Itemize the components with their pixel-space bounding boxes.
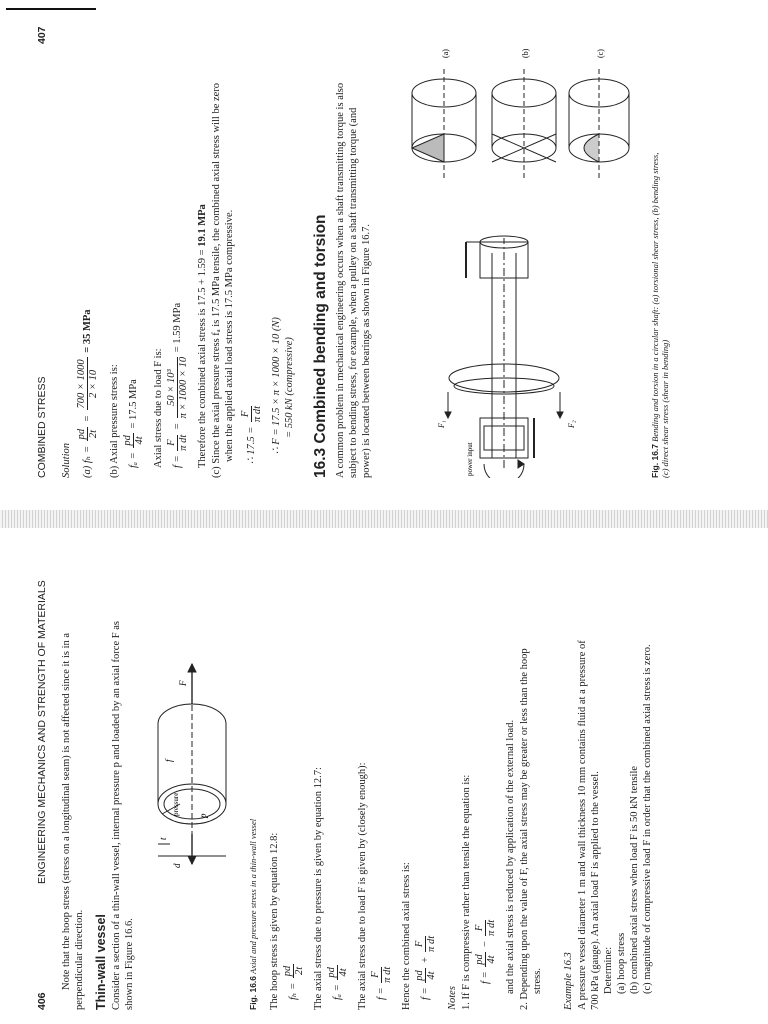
solution-c-equation-2: ∴ F = 17.5 × π × 1000 × 10 (N): [271, 317, 282, 454]
running-head: COMBINED STRESS: [36, 376, 48, 478]
force-f1-label: F₁: [437, 420, 446, 428]
text-line: power) is located between bearings as shown in Figure 16.7.: [361, 224, 372, 478]
arrow-head-icon: [188, 856, 196, 864]
solution-b-equation: [122, 379, 145, 468]
text-line: A pressure vessel diameter 1 m and wall thickness 10 mm contains fluid at a pressure of: [577, 640, 588, 1010]
solution-b-text: (b) Axial pressure stress is:: [109, 364, 120, 478]
text-line: Consider a section of a thin-wall vessel, internal pressure p and loaded by an axial force F as: [111, 621, 122, 1010]
numerator: 50 × 10³: [166, 357, 178, 418]
combined-result: [196, 204, 209, 468]
denominator: 4t: [134, 436, 145, 445]
text-line: (c) magnitude of compressive load F in order that the combined axial stress is zero.: [642, 644, 653, 994]
eq-lhs: ∴ 17.5 =: [245, 426, 257, 464]
fig-label-t: t: [158, 837, 168, 840]
denominator: 2 × 10: [88, 369, 99, 398]
denominator: 2t: [88, 430, 99, 439]
note-1-text: 1. If F is compressive rather than tensile the equation is:: [461, 774, 472, 1010]
solution-c-text: [210, 83, 236, 478]
denominator: π × 1000 × 10: [178, 356, 189, 419]
left-page: [0, 524, 768, 1024]
text-line: shown in Figure 16.6.: [124, 918, 135, 1010]
fig-label-f-stress: f: [164, 759, 174, 762]
thin-wall-vessel-figure: [140, 654, 245, 874]
operator: =: [81, 415, 93, 423]
numerator: pd: [122, 435, 133, 446]
fraction: [370, 967, 393, 983]
denominator: 4t: [338, 968, 349, 977]
fraction: [240, 406, 263, 422]
result-value: = 17.5 MPa: [127, 379, 139, 429]
eq-lhs: fₕ =: [287, 982, 299, 1000]
eq-lhs: f =: [419, 987, 431, 1000]
numerator: F: [370, 967, 382, 983]
text-line: A common problem in mechanical engineering occurs when a shaft transmitting torque is also: [335, 82, 346, 478]
arrow-head-icon: [557, 412, 563, 418]
denominator: π dt: [382, 966, 393, 983]
arrow-head-icon: [188, 664, 196, 672]
axial-pressure-text: The axial stress due to pressure is given by equation 12.7:: [313, 767, 324, 1010]
numerator: pd: [282, 965, 293, 977]
thin-wall-paragraph: [110, 621, 136, 1010]
eq-lhs: (a) fₕ =: [81, 445, 93, 478]
solution-c-equation-3: = 550 kN (compressive): [284, 337, 295, 438]
caption-line: (c) direct shear stress (shear in bending): [660, 339, 670, 478]
caption-line: [650, 153, 660, 478]
note-1-tail: and the axial stress is reduced by application of the external load.: [505, 719, 516, 994]
numerator: F: [166, 435, 178, 451]
arrow-head-icon: [445, 412, 451, 418]
fraction: [326, 965, 349, 980]
denominator: 4t: [426, 971, 437, 980]
page-number: 407: [36, 26, 48, 44]
example-heading: Example 16.3: [563, 952, 574, 1010]
operator: −: [479, 940, 491, 948]
denominator: π dt: [252, 405, 263, 422]
caption-label: Fig. 16.6: [248, 975, 258, 1010]
numerator: pd: [474, 954, 485, 965]
solution-c-equation-1: [240, 404, 263, 464]
section-title: 16.3 Combined bending and torsion: [312, 214, 329, 478]
fraction: [414, 936, 437, 952]
eq-lhs: f =: [171, 455, 183, 468]
sub-figure-b: [492, 68, 556, 178]
fig-label-d: d: [172, 863, 182, 868]
text-line: Determine:: [603, 946, 614, 994]
running-head: ENGINEERING MECHANICS AND STRENGTH OF MATERIALS: [36, 580, 48, 884]
numerator: pd: [326, 967, 337, 978]
denominator: π dt: [178, 434, 189, 451]
result-text: Therefore the combined axial stress is 17.5 + 1.59 =: [197, 249, 208, 468]
text-line: stress.: [532, 968, 543, 994]
hoop-equation: [282, 962, 305, 1000]
eq-lhs: f =: [375, 987, 387, 1000]
intro-paragraph: [60, 633, 86, 1010]
sub-figure-a-label: (a): [441, 49, 450, 58]
text-line: 2. Depending upon the value of F, the axial stress may be greater or less than the hoop: [519, 648, 530, 1010]
arrow-head-icon: [518, 460, 524, 468]
load-stress-equation: [166, 303, 189, 468]
fraction: [122, 433, 145, 448]
right-page: [0, 0, 768, 484]
text-line: subject to bending stress, for example, when a pulley on a shaft transmitting torque (and: [348, 107, 359, 478]
sub-figure-c: [569, 68, 629, 178]
eq-lhs: fₐ =: [331, 984, 343, 1000]
eq-lhs: fₐ =: [127, 452, 139, 468]
fraction: [282, 964, 305, 979]
caption-label: Fig. 16.7: [650, 443, 660, 478]
numerator: pd: [414, 970, 425, 981]
fig-label-p: p: [198, 813, 208, 818]
result-value: = 35 MPa: [81, 309, 93, 353]
text-line: (a) hoop stress: [616, 932, 627, 994]
text-line: (c) Since the axial pressure stress fₐ is 17.5 MPa tensile, the combined axial stress will be zero: [211, 82, 222, 478]
page-number: 406: [36, 992, 48, 1010]
fraction: [76, 427, 99, 442]
axial-load-text: The axial stress due to load F is given by (closely enough):: [357, 762, 368, 1010]
combined-equation: [414, 934, 437, 1000]
operator: =: [171, 422, 183, 431]
result-value: = 1.59 MPa: [171, 302, 183, 353]
axial-load-equation: [370, 965, 393, 1000]
force-f2-label: F₂: [567, 420, 576, 428]
axial-pressure-equation: [326, 963, 349, 1000]
fraction: [76, 357, 99, 410]
denominator: π dt: [426, 935, 437, 952]
denominator: 4t: [486, 955, 497, 964]
caption-text: Bending and torsion in a circular shaft: (a) torsional shear stress, (b) bending stress,: [650, 152, 660, 442]
sub-figure-c-label: (c): [596, 49, 605, 58]
denominator: π dt: [486, 919, 497, 936]
eq-lhs: f =: [479, 971, 491, 984]
numerator: F: [474, 920, 486, 936]
section-paragraph: [334, 83, 373, 478]
text-line: (b) combined axial stress when load F is 50 kN tensile: [629, 765, 640, 994]
load-stress-text: Axial stress due to load F is:: [153, 348, 164, 468]
fraction: [166, 357, 189, 418]
text-line: perpendicular direction.: [74, 909, 85, 1010]
text-line: when the applied axial load stress is 17.5 MPa compressive.: [224, 209, 235, 462]
denominator: 2t: [294, 966, 305, 976]
fraction: [474, 920, 497, 936]
numerator: pd: [76, 428, 87, 440]
numerator: 700 × 1000: [76, 359, 87, 409]
hoop-text: The hoop stress is given by equation 12.8:: [269, 832, 280, 1010]
text-line: 700 kPa (gauge). An axial load F is applied to the vessel.: [590, 771, 601, 1010]
note-1-equation: [474, 918, 497, 984]
book-gutter: [0, 510, 768, 528]
power-input-label: power input: [466, 442, 474, 476]
section-heading: Thin-wall vessel: [94, 914, 108, 1010]
fraction: [474, 952, 497, 967]
numerator: F: [240, 406, 252, 422]
example-body: [576, 640, 654, 1010]
combined-text: Hence the combined axial stress is:: [401, 862, 412, 1010]
sub-figure-a: [412, 68, 476, 178]
fig-label-pressure: pressure: [172, 792, 180, 816]
combined-bending-torsion-figure: [384, 8, 634, 478]
notes-heading: Notes: [447, 986, 458, 1010]
figure-caption: [650, 153, 670, 478]
caption-text: Axial and pressure stress in a thin-wall vessel: [248, 818, 258, 974]
fig-label-f-force: F: [178, 680, 188, 686]
fraction: [414, 968, 437, 983]
solution-label: Solution: [61, 442, 72, 478]
operator: +: [419, 956, 431, 964]
result-value: 19.1 MPa: [197, 204, 208, 247]
numerator: F: [414, 936, 426, 952]
text-line: Note that the hoop stress (stress on a longitudinal seam) is not affected since it is in a: [61, 632, 72, 990]
figure-caption: [248, 819, 258, 1010]
page-edge-mark: [6, 8, 96, 10]
fraction: [166, 435, 189, 451]
solution-a-equation: [76, 309, 99, 478]
sub-figure-b-label: (b): [521, 48, 530, 58]
note-2: [518, 648, 544, 1010]
